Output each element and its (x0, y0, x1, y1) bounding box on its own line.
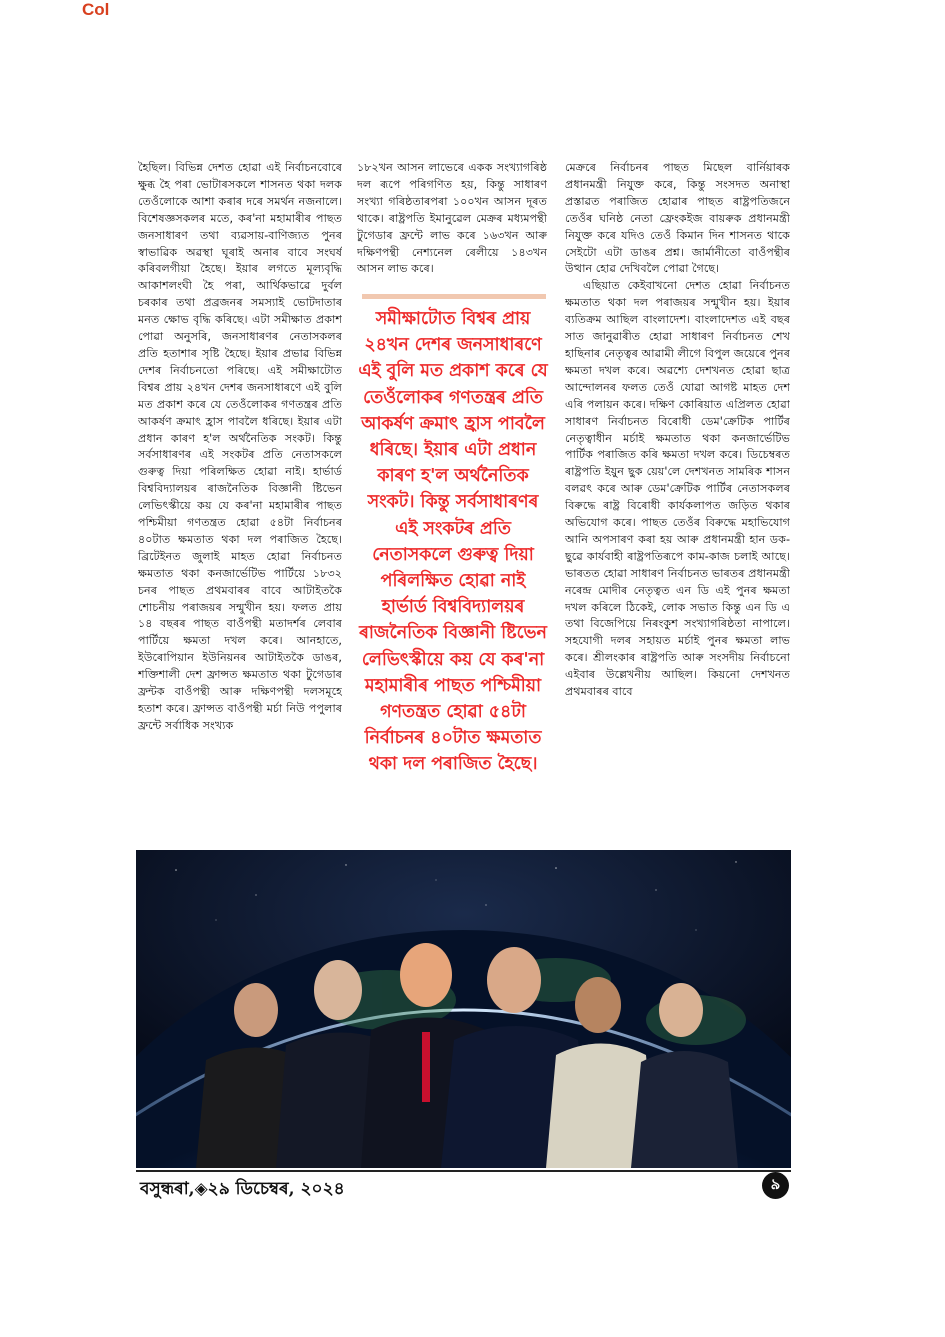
world-leaders-earth-photo (136, 850, 791, 1168)
article-paragraph: হৈছিল। বিভিন্ন দেশত হোৱা এই নিৰ্বাচনবোৰে ক্ষুব্ধ হৈ পৰা ভোটাৰসকলে শাসনত থকা দলক তেওঁলোকে আশা কৰাৰ দৰে সমৰ্থন নজনালে। বিশেষজ্ঞসকলৰ মতে, কৰ'না মহামাৰীৰ পাছত জনসাধাৰণ তথা ব্যৱসায়-বাণিজ্যত পুনৰ স্বাভাৱিক অৱস্থা ঘূৰাই অনাৰ বাবে সংঘৰ্ষ কৰিবলগীয়া হৈছে। ইয়াৰ লগতে মূল্যবৃদ্ধি আকাশলংঘী হৈ পৰা, আৰ্থিকভাৱে দুৰ্বল চৰকাৰ তথা প্ৰব্ৰজনৰ সমস্যাই ভোটদাতাৰ মনত ক্ষোভ বৃদ্ধি কৰিছে। এটা সমীক্ষাত প্ৰকাশ পোৱা অনুসৰি, জনসাধাৰণৰ নেতাসকলৰ প্ৰতি হতাশাৰ সৃষ্টি হৈছে। ইয়াৰ প্ৰভাৱ বিভিন্ন দেশৰ নিৰ্বাচনতো পৰিছে। এই সমীক্ষাটোত বিশ্বৰ প্ৰায় ২৪খন দেশৰ জনসাধাৰণে এই বুলি মত প্ৰকাশ কৰে যে তেওঁলোকৰ গণতন্ত্ৰৰ প্ৰতি আকৰ্ষণ ক্ৰমাৎ হ্ৰাস পাবলৈ ধৰিছে। ইয়াৰ এটা প্ৰধান কাৰণ হ'ল অৰ্থনৈতিক সংকট। কিন্তু সৰ্বসাধাৰণৰ এই সংকটৰ প্ৰতি নেতাসকলে গুৰুত্ব দিয়া পৰিলক্ষিত হোৱা নাই। হাৰ্ভাৰ্ড বিশ্ববিদ্যালয়ৰ ৰাজনৈতিক বিজ্ঞানী ষ্টিভেন লেভিৎস্কীয়ে কয় যে কৰ'না মহামাৰীৰ পাছত পশ্চিমীয়া গণতন্ত্ৰত হোৱা ৫৪টা নিৰ্বাচনৰ ৪০টাত ক্ষমতাত থকা দল পৰাজিত হৈছে। ব্ৰিটেইনত জুলাই মাহত হোৱা নিৰ্বাচনত ক্ষমতাত থকা কনজাৰ্ভেটিভ পাৰ্টিয়ে ১৮৩২ চনৰ পাছত প্ৰথমবাৰৰ বাবে আটাইতকৈ শোচনীয় পৰাজয়ৰ সন্মুখীন হয়। ফলত প্ৰায় ১৪ বছৰৰ পাছত বাওঁপন্থী মতাদৰ্শৰ লেবাৰ পাৰ্টিয়ে ক্ষমতা দখল কৰে। আনহাতে, ইউৰোপিয়ান ইউনিয়নৰ আটাইতকৈ ডাঙৰ, শক্তিশালী দেশ ফ্ৰান্সত ক্ষমতাত থকা টুগেডাৰ ফ্ৰন্টক বাওঁপন্থী আৰু দক্ষিণপন্থী দলসমূহে হতাশ কৰে। ফ্ৰান্সত বাওঁপন্থী মৰ্চা নিউ পপুলাৰ ফ্ৰন্টে সৰ্বাধিক সংখ্যক (138, 161, 342, 732)
footer-rule (136, 1170, 791, 1172)
article-paragraph: এছিয়াত কেইবাখনো দেশত হোৱা নিৰ্বাচনত ক্ষমতাত থকা দল পৰাজয়ৰ সন্মুখীন হয়। ইয়াৰ ব্যতিক্ৰম আছিল বাংলাদেশ। বাংলাদেশত এই বছৰ সাত জানুৱাৰীত হোৱা সাধাৰণ নিৰ্বাচনত শেখ হাছিনাৰ নেতৃত্বৰ আৱামী লীগে বিপুল জয়েৰে পুনৰ ক্ষমতা দখল কৰে। অৱশ্যে দেশখনত হোৱা ছাত্ৰ আন্দোলনৰ ফলত তেওঁ যোৱা আগষ্ট মাহত দেশ এৰি পলায়ন কৰে। দক্ষিণ কোৰিয়াত এপ্ৰিলত হোৱা সাধাৰণ নিৰ্বাচনত বিৰোধী ডেম'ক্ৰেটিক পাৰ্টিৰ নেতৃত্বাধীন মৰ্চাই ক্ষমতাত থকা কনজাৰ্ভেটিভ পাৰ্টিক পৰাজিত কৰি ক্ষমতা দখল কৰে। ডিচেম্বৰত ৰাষ্ট্ৰপতি ইয়ুন ছুক য়েয়'লে দেশখনত সামৰিক শাসন বলৱৎ কৰে আৰু ডেম'ক্ৰেটিক পাৰ্টিৰ নেতাসকলৰ বিৰুদ্ধে ৰাষ্ট্ৰ বিৰোধী কাৰ্যকলাপত জড়িত থকাৰ অভিযোগ কৰে। পাছত তেওঁৰ বিৰুদ্ধে মহাভিযোগ আনি অপসাৰণ কৰা হয় আৰু প্ৰধানমন্ত্ৰী হান ডক-ছুৱে কাৰ্যবাহী ৰাষ্ট্ৰপতিৰূপে কাম-কাজ চলাই আছে। ভাৰতত হোৱা সাধাৰণ নিৰ্বাচনত ভাৰতৰ প্ৰধানমন্ত্ৰী নৰেন্দ্ৰ মোদীৰ নেতৃত্বত এন ডি এই পুনৰ ক্ষমতা দখল কৰিলে ঠিকেই, লোক সভাত কিন্তু এন ডি এ তথা বিজেপিয়ে নিৰংকুশ সংখ্যাগৰিষ্ঠতা নাপালে। সহযোগী দলৰ সহায়ত মৰ্চাই পুনৰ ক্ষমতা লাভ কৰে। শ্ৰীলংকাৰ ৰাষ্ট্ৰপতি আৰু সংসদীয় নিৰ্বাচনো এইবাৰ উল্লেখনীয় আছিল। কিয়নো দেশখনত প্ৰথমবাৰৰ বাবে (565, 279, 790, 699)
pullquote-divider (362, 294, 546, 299)
magazine-date-footer: বসুন্ধৰা,◈২৯ ডিচেম্বৰ, ২০২৪ (140, 1179, 345, 1199)
article-paragraph: ১৮২খন আসন লাভেৰে একক সংখ্যাগৰিষ্ঠ দল ৰূপে পৰিগণিত হয়, কিন্তু সাধাৰণ সংখ্যা গৰিষ্ঠতাৰপৰা ১০০খন আসন দূৰত থাকে। ৰাষ্ট্ৰপতি ইমানুৱেল মেক্ৰৰ মধ্যমপন্থী টুগেডাৰ ফ্ৰন্টে লাভ কৰে ১৬৩খন আৰু দক্ষিণপন্থী নেশ্যনেল ৰেলীয়ে ১৪৩খন আসন লাভ কৰে। (357, 161, 547, 276)
page-number: ৯ (762, 1172, 789, 1199)
article-column-middle (357, 160, 547, 292)
pull-quote: সমীক্ষাটোত বিশ্বৰ প্ৰায় ২৪খন দেশৰ জনসাধাৰণে এই বুলি মত প্ৰকাশ কৰে যে তেওঁলোকৰ গণতন্ত্ৰৰ প্ৰতি আকৰ্ষণ ক্ৰমাৎ হ্ৰাস পাবলৈ ধৰিছে। ইয়াৰ এটা প্ৰধান কাৰণ হ'ল অৰ্থনৈতিক সংকট। কিন্তু সৰ্বসাধাৰণৰ এই সংকটৰ প্ৰতি নেতাসকলে গুৰুত্ব দিয়া পৰিলক্ষিত হোৱা নাই হাৰ্ভাৰ্ড বিশ্ববিদ্যালয়ৰ ৰাজনৈতিক বিজ্ঞানী ষ্টিভেন লেভিৎস্কীয়ে কয় যে কৰ'না মহামাৰীৰ পাছত পশ্চিমীয়া গণতন্ত্ৰত হোৱা ৫৪টা নিৰ্বাচনৰ ৪০টাত ক্ষমতাত থকা দল পৰাজিত হৈছে। (358, 309, 548, 775)
article-column-right (565, 160, 790, 832)
article-paragraph: মেক্ৰৰে নিৰ্বাচনৰ পাছত মিছেল বাৰ্নিয়াৰক প্ৰধানমন্ত্ৰী নিযুক্ত কৰে, কিন্তু সংসদত অনাস্থা প্ৰস্তাৱত পৰাজিত হোৱাৰ পাছত ৰাষ্ট্ৰপতিজনে তেওঁৰ ঘনিষ্ঠ নেতা ফ্ৰেংকইজ বায়ৰুক প্ৰধানমন্ত্ৰী নিযুক্ত কৰে যদিও তেওঁ কিমান দিন শাসনত থাকে সেইটো এটা ডাঙৰ প্ৰশ্ন। জাৰ্মানীতো বাওঁপন্থীৰ উত্থান হোৱ দেখিবলৈ পোৱা গৈছে। (565, 161, 790, 276)
section-tag: Col (82, 0, 110, 19)
article-column-left (138, 160, 342, 832)
